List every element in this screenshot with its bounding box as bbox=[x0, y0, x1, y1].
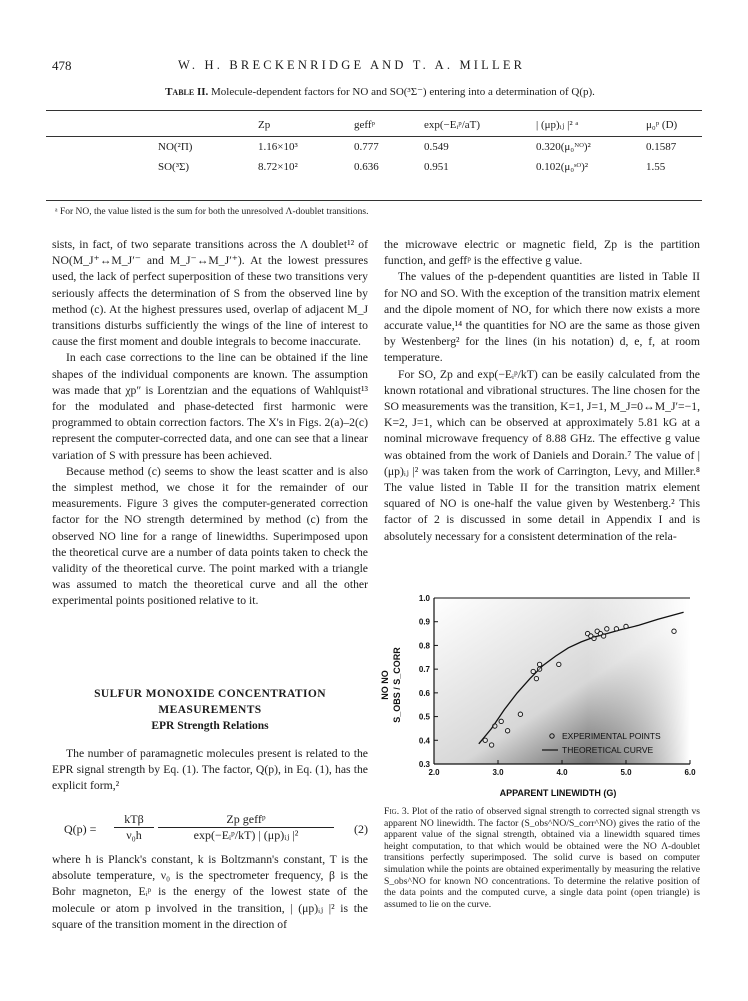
paragraph: In each case corrections to the line can be obtained if the line shapes of the individual components are known. The assumption was made that χp″ is Lorentzian and the equations of Wahlquist¹³ for the modulated and phase-detected first harmonic were programmed to obtain correction factors. The X's in Figs. 2(a)–2(c) represent the computer-corrected data, and one can see that a linear variation of S with pressure has been achieved. bbox=[52, 351, 368, 462]
left-column-intro-eq bbox=[52, 746, 368, 795]
x-axis-label: APPARENT LINEWIDTH (G) bbox=[499, 788, 617, 798]
data-point bbox=[624, 624, 628, 628]
paragraph: the microwave electric or magnetic field, Zp is the partition function, and geffᵖ is the effective g value. bbox=[384, 238, 700, 268]
table-cell: 1.16×10³ bbox=[258, 141, 298, 153]
fraction-numerator: Zp geffᵖ bbox=[158, 812, 334, 828]
molecule-factors-table bbox=[46, 112, 702, 177]
table-caption-text: Molecule-dependent factors for NO and SO(³Σ⁻) entering into a determination of Q(p). bbox=[211, 86, 595, 98]
y-tick-label: 0.3 bbox=[418, 760, 430, 769]
paragraph: The number of paramagnetic molecules present is related to the EPR signal strength by Eq. (1). The factor, Q(p), in Eq. (1), has the explicit form,² bbox=[52, 747, 368, 793]
left-column-body bbox=[52, 237, 368, 610]
data-point bbox=[534, 676, 538, 680]
table-caption bbox=[60, 85, 700, 98]
section-heading: SULFUR MONOXIDE CONCENTRATION MEASUREMENTS bbox=[94, 688, 326, 716]
fraction-denominator: ν₀h bbox=[126, 828, 142, 842]
y-tick-label: 0.9 bbox=[418, 617, 430, 627]
y-tick-label: 1.0 bbox=[418, 594, 430, 603]
table-cell: 0.102(μ₀ˢᴼ)² bbox=[536, 161, 589, 173]
equation-lhs: Q(p) = bbox=[64, 822, 97, 836]
y-tick-label: 0.7 bbox=[418, 665, 430, 675]
equation-number: (2) bbox=[354, 822, 368, 836]
equation-fraction-2 bbox=[158, 812, 334, 843]
table-cell: 0.549 bbox=[424, 141, 449, 153]
data-point bbox=[592, 636, 596, 640]
figure-caption-label: Fig. 3. bbox=[384, 806, 410, 817]
table-header-cell: | (μp)ᵢⱼ |² ᵃ bbox=[536, 119, 579, 131]
table-cell: SO(³Σ) bbox=[158, 161, 190, 173]
table-header-cell: Zp bbox=[258, 118, 271, 131]
table-header-cell: exp(−Eᵢᵖ/aT) bbox=[424, 118, 481, 131]
data-point bbox=[499, 719, 503, 723]
y-tick-label: 0.8 bbox=[418, 641, 430, 651]
y-axis-label-superscripts: NO NO bbox=[380, 670, 390, 700]
x-tick-label: 3.0 bbox=[492, 768, 504, 777]
figure-caption-text: Plot of the ratio of observed signal strength to corrected signal strength vs apparent NO linewidth. The factor (S_obs^NO/S_corr^NO) gives the ratio of the apparent value of the signal strength, obtained via a linewidth squared times height computation, to that which would be obtained were the NO Λ-doublet transitions perfectly superimposed. The solid curve is based on computer simulation while the points are obtained experimentally by measuring the relative S_obs^NO for known NO concentrations. To determine the relative position of the data points and the computed curve, a single data point (open triangle) is assumed to lie on the curve. bbox=[384, 806, 701, 910]
y-tick-label: 0.6 bbox=[418, 688, 430, 698]
table-footnote: ᵃ For NO, the value listed is the sum for both the unresolved Λ-doublet transitions. bbox=[55, 207, 369, 217]
x-tick-label: 5.0 bbox=[620, 768, 632, 777]
subsection-heading: EPR Strength Relations bbox=[151, 720, 269, 732]
table-header-rule bbox=[46, 136, 702, 137]
figure-caption bbox=[384, 806, 700, 910]
table-header-cell: μ₀ᵖ (D) bbox=[646, 118, 678, 131]
y-tick-label: 0.4 bbox=[418, 736, 430, 746]
table-header-row bbox=[46, 112, 702, 137]
table-cell: 8.72×10² bbox=[258, 161, 298, 173]
y-axis-label: S_OBS / S_CORR bbox=[392, 647, 402, 723]
data-point bbox=[614, 627, 618, 631]
x-tick-label: 2.0 bbox=[428, 768, 440, 777]
data-point bbox=[537, 662, 541, 666]
legend-points-label: EXPERIMENTAL POINTS bbox=[562, 731, 661, 741]
data-point bbox=[483, 738, 487, 742]
paragraph: Because method (c) seems to show the least scatter and is also the simplest method, we chose it for the remainder of our measurements. Figure 3 gives the computer-generated correction factor for the NO strength determined by method (c) from the observed NO line for a range of linewidths. Superimposed upon the theoretical curve are a number of data points taken to check the validity of the theoretical curve. The point marked with a triangle was assumed to match the theoretical curve and all the other experimental points positioned relative to it. bbox=[52, 464, 368, 608]
data-point bbox=[672, 629, 676, 633]
linewidth-ratio-chart bbox=[378, 590, 700, 802]
page-number: 478 bbox=[52, 58, 72, 73]
table-cell: 0.1587 bbox=[646, 141, 677, 153]
fraction-numerator: kTβ bbox=[114, 812, 154, 828]
running-header-authors: W. H. BRECKENRIDGE AND T. A. MILLER bbox=[178, 58, 526, 72]
data-point bbox=[518, 712, 522, 716]
paragraph: where h is Planck's constant, k is Boltzmann's constant, T is the absolute temperature, ν₀ is the spectrometer frequency, β is the Bohr magneton, Eᵢᵖ is the energy of the lowest state of the molecule or atom p involved in the transition, | (μp)ᵢⱼ |² is the square of the transition moment in the direction of bbox=[52, 853, 368, 931]
equation-fraction-1 bbox=[114, 812, 154, 843]
fraction-denominator: exp(−Eᵢᵖ/kT) | (μp)ᵢⱼ |² bbox=[193, 828, 299, 842]
table-header-cell bbox=[46, 112, 258, 137]
right-column-body bbox=[384, 237, 700, 545]
data-point bbox=[493, 724, 497, 728]
x-tick-label: 4.0 bbox=[556, 768, 568, 777]
table-row bbox=[46, 157, 702, 177]
table-cell: 0.777 bbox=[354, 141, 379, 153]
paragraph: The values of the p-dependent quantities are listed in Table II for NO and SO. With the exception of the transition matrix element and the dipole moment of NO, for which there now exists a more accurate value,¹⁴ the quantities for NO are the same as those given by Westenberg² for the lines (in his notation) d, e, f, at room temperature. bbox=[384, 270, 700, 365]
data-point bbox=[557, 662, 561, 666]
table-cell: 0.320(μ₀ᴺᴼ)² bbox=[536, 141, 591, 153]
data-point bbox=[505, 729, 509, 733]
table-cell: 1.55 bbox=[646, 161, 666, 173]
data-point bbox=[489, 743, 493, 747]
figure-3 bbox=[378, 590, 700, 802]
legend-curve-label: THEORETICAL CURVE bbox=[562, 745, 654, 755]
data-point bbox=[531, 669, 535, 673]
equation-2 bbox=[52, 810, 368, 852]
table-caption-label: Table II. bbox=[165, 86, 209, 98]
table-cell: NO(²Π) bbox=[158, 141, 193, 153]
table-bottom-rule bbox=[46, 200, 702, 201]
data-point bbox=[537, 667, 541, 671]
table-cell: 0.951 bbox=[424, 161, 449, 173]
table-header-cell: geffᵖ bbox=[354, 118, 375, 131]
paragraph: For SO, Zp and exp(−Eᵢᵖ/kT) can be easily calculated from the known rotational and vibrational structures. The line chosen for the SO measurements was the transition, K=1, J=1, M_J=0↔M_J′=−1, K=2, J=1, which can be observed at approximately 5.81 kG at a nominal microwave frequency of 8.88 GHz. The effective g value was obtained from the work of Daniels and Dorain.⁷ The value of | (μp)ᵢⱼ |² was taken from the work of Carrington, Levy, and Miller.⁸ The value listed in Table II for the transition matrix element squared of NO is one-half the value given by Westenberg.² This factor of 2 is discussed in some detail in Appendix I and is absolutely necessary for a consistent determination of the rela- bbox=[384, 367, 700, 543]
x-tick-label: 6.0 bbox=[684, 768, 696, 777]
table-cell: 0.636 bbox=[354, 161, 379, 173]
data-point bbox=[601, 634, 605, 638]
data-point bbox=[605, 627, 609, 631]
paragraph: sists, in fact, of two separate transitions across the Λ doublet¹² of NO(M_J⁺↔M_J′⁻ and M_J⁻↔M_J′⁺). At the lowest pressures used, the lack of perfect superposition of these two transitions very seriously affects the determination of S from the observed line by method (c). At the highest pressures used, overlap of adjacent M_J transitions disturbs sufficiently the wings of the line of interest to cause the first moment and double integrals to become inaccurate. bbox=[52, 238, 368, 349]
y-tick-label: 0.5 bbox=[418, 712, 430, 722]
left-column-tail bbox=[52, 852, 368, 933]
table-top-rule bbox=[46, 110, 702, 111]
table-row bbox=[46, 137, 702, 157]
